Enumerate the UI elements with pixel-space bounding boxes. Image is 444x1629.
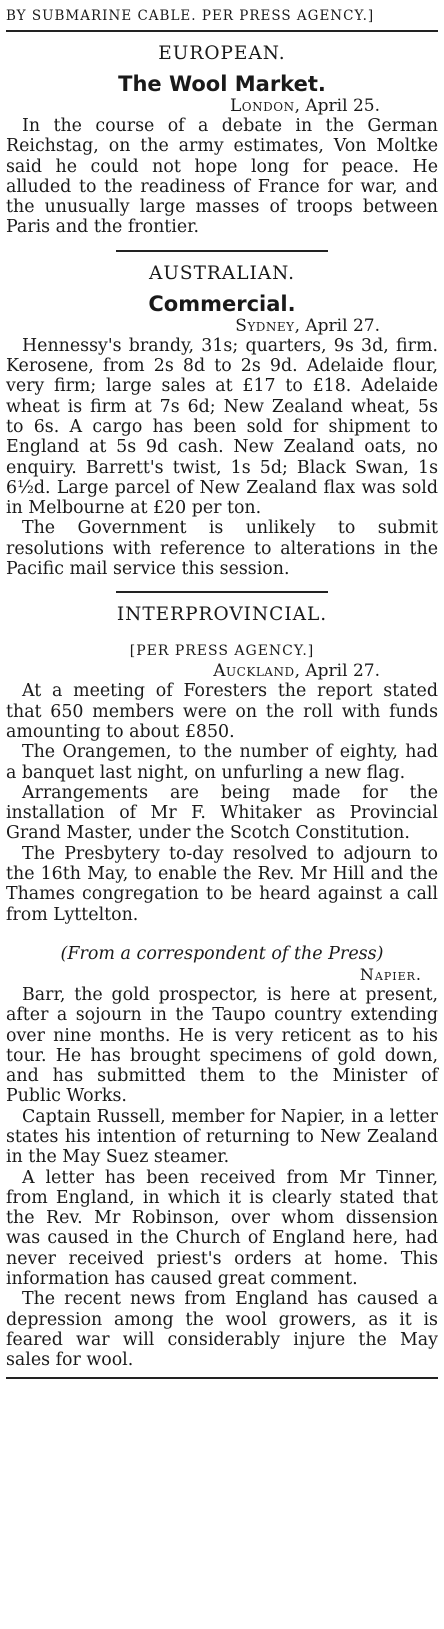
date-sydney: , April 27. [294, 315, 380, 336]
dateline-london [6, 96, 438, 116]
paragraph-interprovincial-1: At a meeting of Foresters the report stated that 650 members were on the roll with funds amounting to about £850. [6, 681, 438, 742]
paragraph-napier-2: Captain Russell, member for Napier, in a letter states his intention of returning to New Zealand in the May Suez steamer. [6, 1106, 438, 1168]
headline-wool-market: The Wool Market. [118, 72, 326, 96]
paragraph-australian-2: The Government is unlikely to submit resolutions with reference to alterations in the Pacific mail service this session. [6, 518, 438, 580]
date-london: , April 25. [294, 96, 380, 116]
paragraph-napier-3: A letter has been received from Mr Tinner, from England, in which it is clearly stated that the Rev. Mr Robinson, over whom dissension was caused in the Church of England here, had never received priest's orders at home. This information has caused great comment. [6, 1167, 438, 1290]
paragraph-interprovincial-3: Arrangements are being made for the installation of Mr F. Whitaker as Provincial Grand Master, under the Scotch Constitution. [6, 782, 438, 844]
place-london: London [229, 96, 295, 116]
section-divider [116, 591, 328, 593]
dateline-auckland [6, 661, 438, 681]
correspondent-credit: (From a correspondent of the Press) [60, 943, 384, 964]
paragraph-interprovincial-4: The Presbytery to-day resolved to adjourn to the 16th May, to enable the Rev. Mr Hill and the Thames congregation to be heard against a call from Lyttelton. [6, 843, 438, 925]
paragraph-interprovincial-2: The Orangemen, to the number of eighty, had a banquet last night, on unfurling a new flag. [6, 742, 438, 783]
section-european-heading: EUROPEAN. [158, 43, 286, 64]
per-press-agency-label: [PER PRESS AGENCY.] [129, 643, 315, 660]
place-sydney: Sydney [235, 315, 295, 336]
dateline-napier: Napier. [359, 964, 422, 984]
paragraph-australian-1: Hennessy's brandy, 31s; quarters, 9s 3d, firm. Kerosene, from 2s 8d to 2s 9d. Adelaide flour, very firm; large sales at £17 to £18. Adelaide wheat is firm at 7s 6d; New Zealand wheat, 5s to 6s. A cargo has been sold for shipment to England at 5s 9d cash. New Zealand oats, no enquiry. Barrett's twist, 1s 5d; Black Swan, 1s 6½d. Large parcel of New Zealand flax was sold in Melbourne at £20 per ton. [6, 335, 438, 519]
paragraph-napier-4: The recent news from England has caused a depression among the wool growers, as it is feared war will considerably injure the May sales for wool. [6, 1289, 438, 1371]
section-australian-heading: AUSTRALIAN. [148, 262, 296, 284]
news-column [6, 6, 438, 1379]
dateline-sydney [6, 316, 438, 336]
paragraph-european-1: In the course of a debate in the German Reichstag, on the army estimates, Von Moltke said he could not hope long for peace. He alluded to the readiness of France for war, and the unusually large masses of troops between Paris and the frontier. [6, 116, 438, 238]
date-auckland: , April 27. [294, 661, 380, 682]
section-divider [116, 250, 328, 252]
footer-rule [6, 1377, 438, 1379]
section-interprovincial-heading: INTERPROVINCIAL. [116, 604, 328, 626]
paragraph-napier-1: Barr, the gold prospector, is here at present, after a sojourn in the Taupo country extending over nine months. He is very reticent as to his tour. He has brought specimens of gold down, and has submitted them to the Minister of Public Works. [6, 984, 438, 1107]
headline-commercial: Commercial. [148, 291, 296, 316]
place-auckland: Auckland [213, 661, 295, 682]
header-rule [6, 30, 438, 32]
cable-header: BY SUBMARINE CABLE. PER PRESS AGENCY.] [6, 8, 375, 24]
